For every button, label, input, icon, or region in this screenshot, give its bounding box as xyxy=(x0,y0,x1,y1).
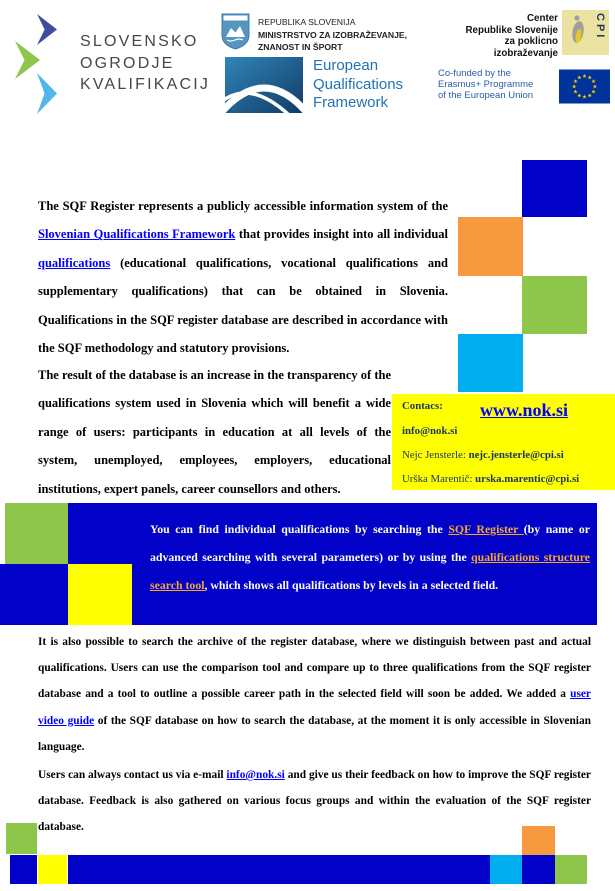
eqf-bridge-logo-icon xyxy=(225,57,303,113)
contact-name-1: Nejc Jensterle: xyxy=(402,449,469,461)
eu-line-3: of the European Union xyxy=(438,90,534,102)
eqf-logo-text xyxy=(313,57,403,113)
contact-person-1-email: nejc.jensterle@cpi.si xyxy=(468,449,564,461)
sok-line-2: OGRODJE xyxy=(80,54,175,72)
sok-chevron-cyan-icon xyxy=(37,73,57,114)
contact-box xyxy=(392,394,615,490)
link-qualifications[interactable]: qualifications xyxy=(38,255,111,270)
sok-chevron-green-icon xyxy=(15,41,40,79)
footer-bar-segment-blue-3 xyxy=(522,855,555,884)
sok-chevron-dark-icon xyxy=(37,14,57,45)
footer-bar-segment-cyan xyxy=(490,855,522,884)
ministry-logo-text xyxy=(258,16,407,54)
eu-cofunded-text xyxy=(438,68,533,102)
para1-text-3: (educational qualifications, vocational qualifications and supplementary qualifications) that can be obtained in Slovenia. Qualifications in the SQF register database are described in accordance with the SQF methodology and statutory provisions. xyxy=(38,255,448,356)
contact-name-2: Urška Marentič: xyxy=(402,473,476,485)
ministry-line-1: REPUBLIKA SLOVENIJA xyxy=(258,17,356,27)
decor-square-green xyxy=(522,276,587,334)
link-user-video-guide[interactable]: user video guide xyxy=(38,688,591,727)
contact-email: info@nok.si xyxy=(402,425,458,437)
cpi-bird-icon xyxy=(566,12,590,52)
cpi-logo-box xyxy=(562,10,609,55)
archive-paragraph xyxy=(38,629,591,760)
cpi-letters: CPI xyxy=(594,13,606,41)
para3-text-2: of the SQF database on how to search the database, at the moment it is only accessible in Slovenian language. xyxy=(38,714,591,753)
sok-logo-text xyxy=(80,31,210,96)
eu-flag-icon xyxy=(559,69,610,104)
decor-square-cyan xyxy=(458,334,523,392)
link-info-nok-si[interactable]: info@nok.si xyxy=(226,769,285,781)
link-qualifications-structure-search-tool[interactable]: qualifications structure search tool xyxy=(150,550,591,592)
contact-person-1 xyxy=(402,449,564,461)
banner-square-yellow xyxy=(68,564,132,625)
contact-person-2-email: urska.marentic@cpi.si xyxy=(475,473,580,485)
link-sqf-register[interactable]: SQF Register xyxy=(448,522,524,536)
footer-bar-segment-yellow xyxy=(38,855,67,884)
para1-text-1: The SQF Register represents a publicly accessible information system of the xyxy=(38,199,448,213)
eqf-line-2: Qualifications xyxy=(313,75,404,93)
link-www-nok-si[interactable]: www.nok.si xyxy=(480,400,569,420)
footer-bar-segment-green xyxy=(555,855,587,884)
decor-square-orange xyxy=(458,217,523,276)
sok-line-3: KVALIFIKACIJ xyxy=(80,76,211,93)
decor-square-blue xyxy=(522,160,587,217)
footer-bar-segment-blue-2 xyxy=(68,855,490,884)
feedback-paragraph xyxy=(38,762,591,841)
contact-person-2 xyxy=(402,473,579,485)
eqf-line-3: Framework xyxy=(313,94,389,111)
footer-square-orange xyxy=(522,826,555,855)
cpi-line-2: Republike Slovenije xyxy=(465,24,558,36)
para4-text-1: Users can always contact us via e-mail xyxy=(38,769,227,781)
search-banner-text xyxy=(150,515,590,599)
eu-line-1: Co-funded by the xyxy=(438,68,511,79)
sok-line-1: SLOVENSKO xyxy=(80,33,199,50)
eu-line-2: Erasmus+ Programme xyxy=(438,79,534,91)
banner-square-green xyxy=(5,503,68,564)
contact-label: Contacs: xyxy=(402,400,443,412)
eqf-line-1: European xyxy=(313,57,379,74)
cpi-line-4: izobraževanje xyxy=(493,47,558,59)
banner-text-2: (by name or advanced searching with several parameters) or by using the xyxy=(150,522,590,564)
para3-text-1: It is also possible to search the archive of the register database, where we distinguish between past and actual qualifications. Users can use the comparison tool and compare up to three qualifications from the SQF register database and a tool to outline a possible career path in the selected field will soon be added. We added a xyxy=(38,636,591,701)
banner-text-3: , which shows all qualifications by levels in a selected field. xyxy=(204,578,499,592)
ministry-line-3: ZNANOST IN ŠPORT xyxy=(258,42,343,53)
benefits-paragraph xyxy=(38,361,391,503)
ministry-line-2: MINISTRSTVO ZA IZOBRAŽEVANJE, xyxy=(258,29,407,40)
banner-text-1: You can find individual qualifications by searching the xyxy=(150,522,449,536)
intro-paragraph xyxy=(38,192,448,362)
link-slovenian-qualifications-framework[interactable]: Slovenian Qualifications Framework xyxy=(38,227,236,242)
para1-text-2: that provides insight into all individual xyxy=(235,227,449,242)
footer-bar-segment-blue-1 xyxy=(10,855,37,884)
footer-square-green xyxy=(6,823,37,854)
para2-text: The result of the database is an increase in the transparency of the qualifications system used in Slovenia which will benefit a wide range of users: participants in education at all levels of the system, unemployed, employees, employers, educational institutions, expert panels, career counsellors and others. xyxy=(38,368,391,496)
slovenia-coat-of-arms-icon xyxy=(221,13,250,50)
cpi-logo-text xyxy=(465,13,558,59)
cpi-line-1: Center xyxy=(526,13,558,24)
para4-text-2: and give us their feedback on how to improve the SQF register database. Feedback is also gathered on various focus groups and within the evaluation of the SQF register database. xyxy=(38,769,591,834)
cpi-line-3: za poklicno xyxy=(504,36,558,48)
